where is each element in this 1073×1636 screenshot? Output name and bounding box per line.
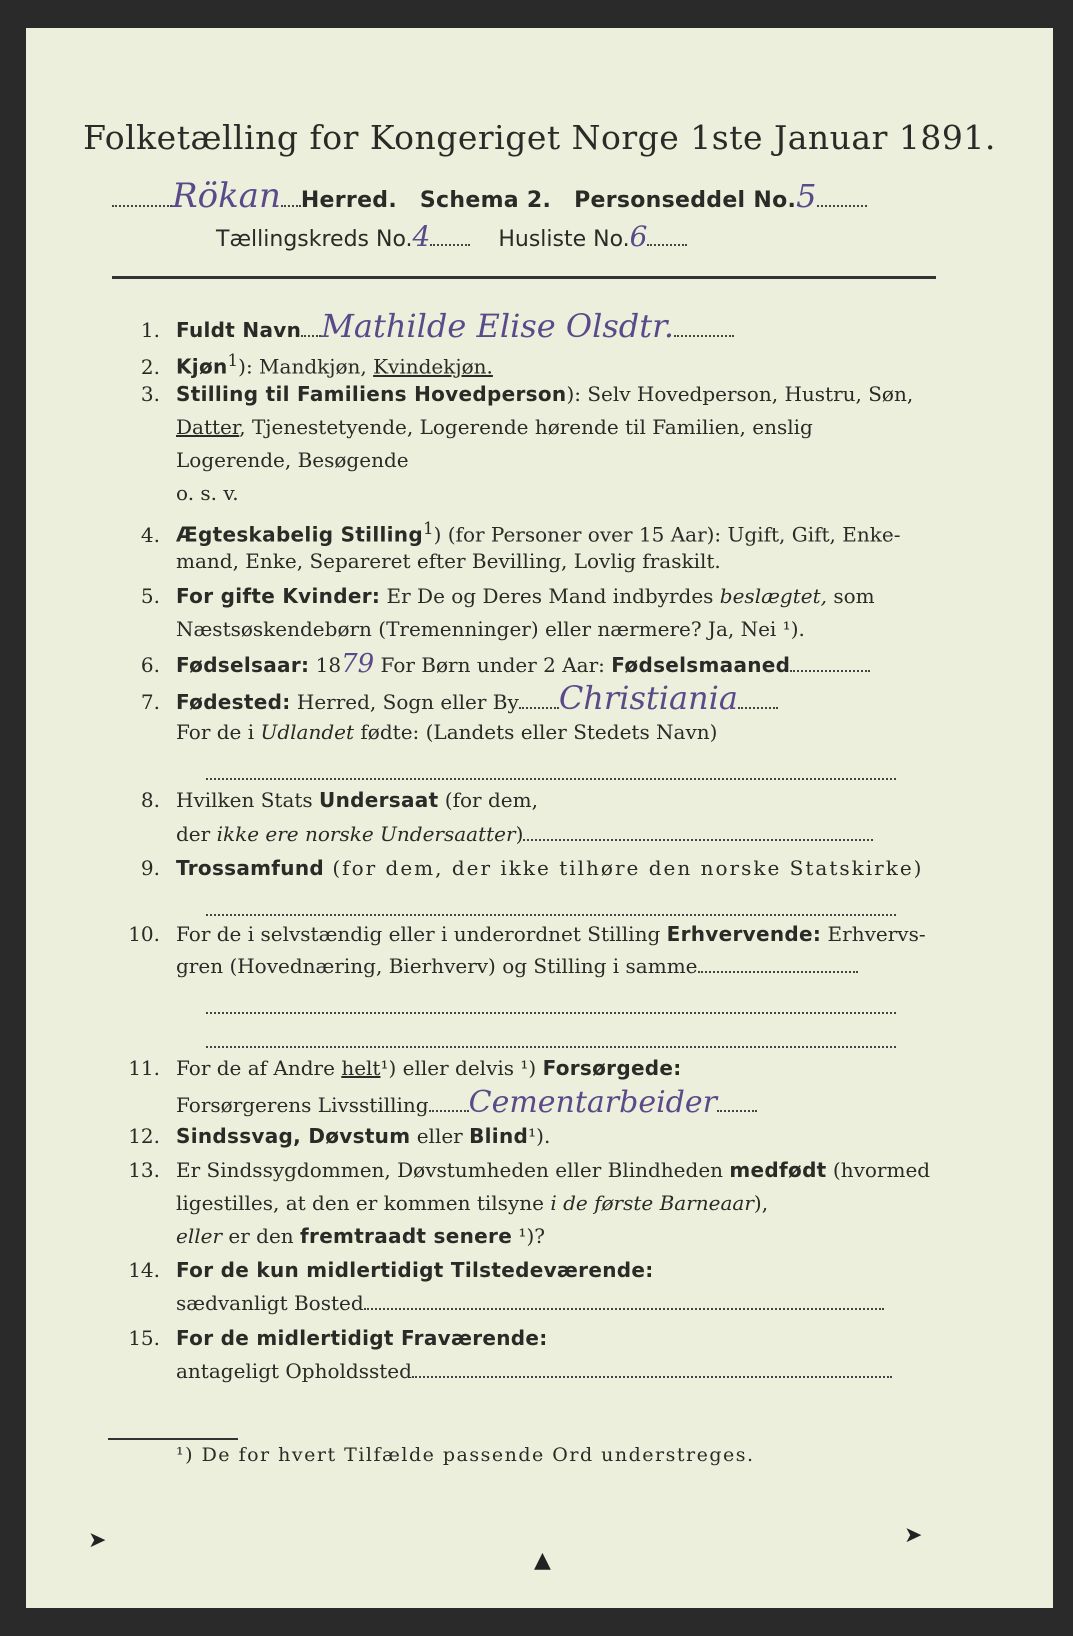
blank-line [206, 1012, 896, 1014]
footnote-rule [108, 1438, 238, 1440]
item-12: 12. Sindssvag, Døvstum eller Blind¹). [128, 1124, 551, 1148]
herred-handwritten: Rökan [172, 176, 281, 216]
census-form-page: Folketælling for Kongeriget Norge 1ste Januar 1891. Rökan Herred. Schema 2. Personseddel No.5 Tællingskreds No.4 Husliste No.6 1. Fuldt Navn Mathilde Elise Olsdtr. 2. Kjøn$^1$): Mandkjøn, Kvindekjøn. 3. Stilling til Familiens Hovedperson): Selv Hovedperson, Hustru, Søn, Datter, Tjenestetyende, Logerende hørende til Familien, enslig Logerende, Besøgende o. s. v. 4. Ægteskabelig Stilling$^1$) (for Personer over 15 Aar): Ugift, Gift, Enke- mand, Enke, Separeret efter Bevilling, Lovlig fraskilt. 5. For gifte Kvinder: Er De og Deres Mand indbyrdes beslægtet, som Næstsøskendebørn (Tremenninger) eller nærmere? Ja, Nei ¹). 6. Fødselsaar: 1879 For Børn under 2 Aar: Fødselsmaaned 7. Fødested: Herred, Sogn eller By Christiania For de i Udlandet fødte: (Landets eller Stedets Navn) 8. Hvilken Stats Undersaat (for dem, der ikke ere norske Undersaatter) 9. Trossamfund (for dem, der ikke tilhøre den norske Statskirke) 10. For de i selvstændig eller i underordnet Stilling Erhvervende: Erhvervs- gren (Hovednæring, Bierhverv) og Stilling i samme 11. For de af Andre helt¹) eller delvis ¹) Forsørgede: Forsørgerens Livsstilling Cementarbeider 12. Sindssvag, Døvstum eller Blind¹). 13. Er Sindssygdommen, Døvstumheden eller Blindheden medfødt (hvormed ligestilles, at den er kommen tilsyne i de første Barneaar), eller er den fremtraadt senere ¹)? 14. For de kun midlertidigt Tilstedeværende: sædvanligt Bosted 15. For de midlertidigt Fraværende: antageligt Opholdssted ¹) De for hvert Tilfælde passende Ord understreges. ➤ ▲ ➤ [26, 28, 1053, 1608]
registration-mark-icon: ➤ [88, 1528, 107, 1553]
item-2: 2. Kjøn$^1$): Mandkjøn, Kvindekjøn. [140, 351, 493, 379]
taellingskreds-number: 4 [412, 220, 431, 253]
item-15: 15. For de midlertidigt Fraværende: [128, 1326, 548, 1350]
form-title: Folketælling for Kongeriget Norge 1ste Januar 1891. [83, 118, 996, 157]
item-10: 10. For de i selvstændig eller i underordnet Stilling Erhvervende: Erhvervs- [128, 922, 926, 946]
position-selected: Datter [176, 415, 240, 439]
item-3: 3. Stilling til Familiens Hovedperson): Selv Hovedperson, Hustru, Søn, [140, 382, 914, 406]
item-7: 7. Fødested: Herred, Sogn eller By Christiania [106, 682, 966, 719]
header-line-kreds: Tællingskreds No.4 Husliste No.6 [216, 220, 916, 253]
registration-mark-icon: ➤ [904, 1523, 923, 1548]
header-line-herred: Rökan Herred. Schema 2. Personseddel No.5 [112, 176, 932, 216]
header-rule [112, 276, 936, 279]
full-name-value: Mathilde Elise Olsdtr. [321, 307, 675, 345]
husliste-number: 6 [629, 220, 648, 253]
gender-selected: Kvindekjøn. [373, 354, 493, 379]
item-9: 9. Trossamfund (for dem, der ikke tilhøre den norske Statskirke) [140, 856, 924, 880]
personseddel-number: 5 [796, 177, 817, 215]
item-14: 14. For de kun midlertidigt Tilstedeværende: [128, 1258, 654, 1282]
blank-line [206, 778, 896, 780]
blank-line [206, 914, 896, 916]
support-selected: helt [341, 1056, 381, 1080]
item-1: 1. Fuldt Navn Mathilde Elise Olsdtr. [106, 310, 966, 347]
blank-line [206, 1046, 896, 1048]
item-6: 6. Fødselsaar: 1879 For Børn under 2 Aar: Fødselsmaaned [106, 648, 966, 682]
item-5: 5. For gifte Kvinder: Er De og Deres Mand indbyrdes beslægtet, som [140, 584, 875, 608]
item-8: 8. Hvilken Stats Undersaat (for dem, [140, 788, 538, 812]
provider-occupation-value: Cementarbeider [468, 1085, 717, 1120]
item-11: 11. For de af Andre helt¹) eller delvis ¹) Forsørgede: [128, 1056, 682, 1080]
footnote: ¹) De for hvert Tilfælde passende Ord understreges. [176, 1444, 755, 1466]
birth-year-value: 79 [341, 649, 375, 679]
registration-mark-icon: ▲ [534, 1548, 551, 1573]
birthplace-value: Christiania [558, 679, 738, 717]
item-4: 4. Ægteskabelig Stilling$^1$) (for Personer over 15 Aar): Ugift, Gift, Enke- [140, 519, 901, 547]
item-13: 13. Er Sindssygdommen, Døvstumheden eller Blindheden medfødt (hvormed [128, 1158, 931, 1182]
